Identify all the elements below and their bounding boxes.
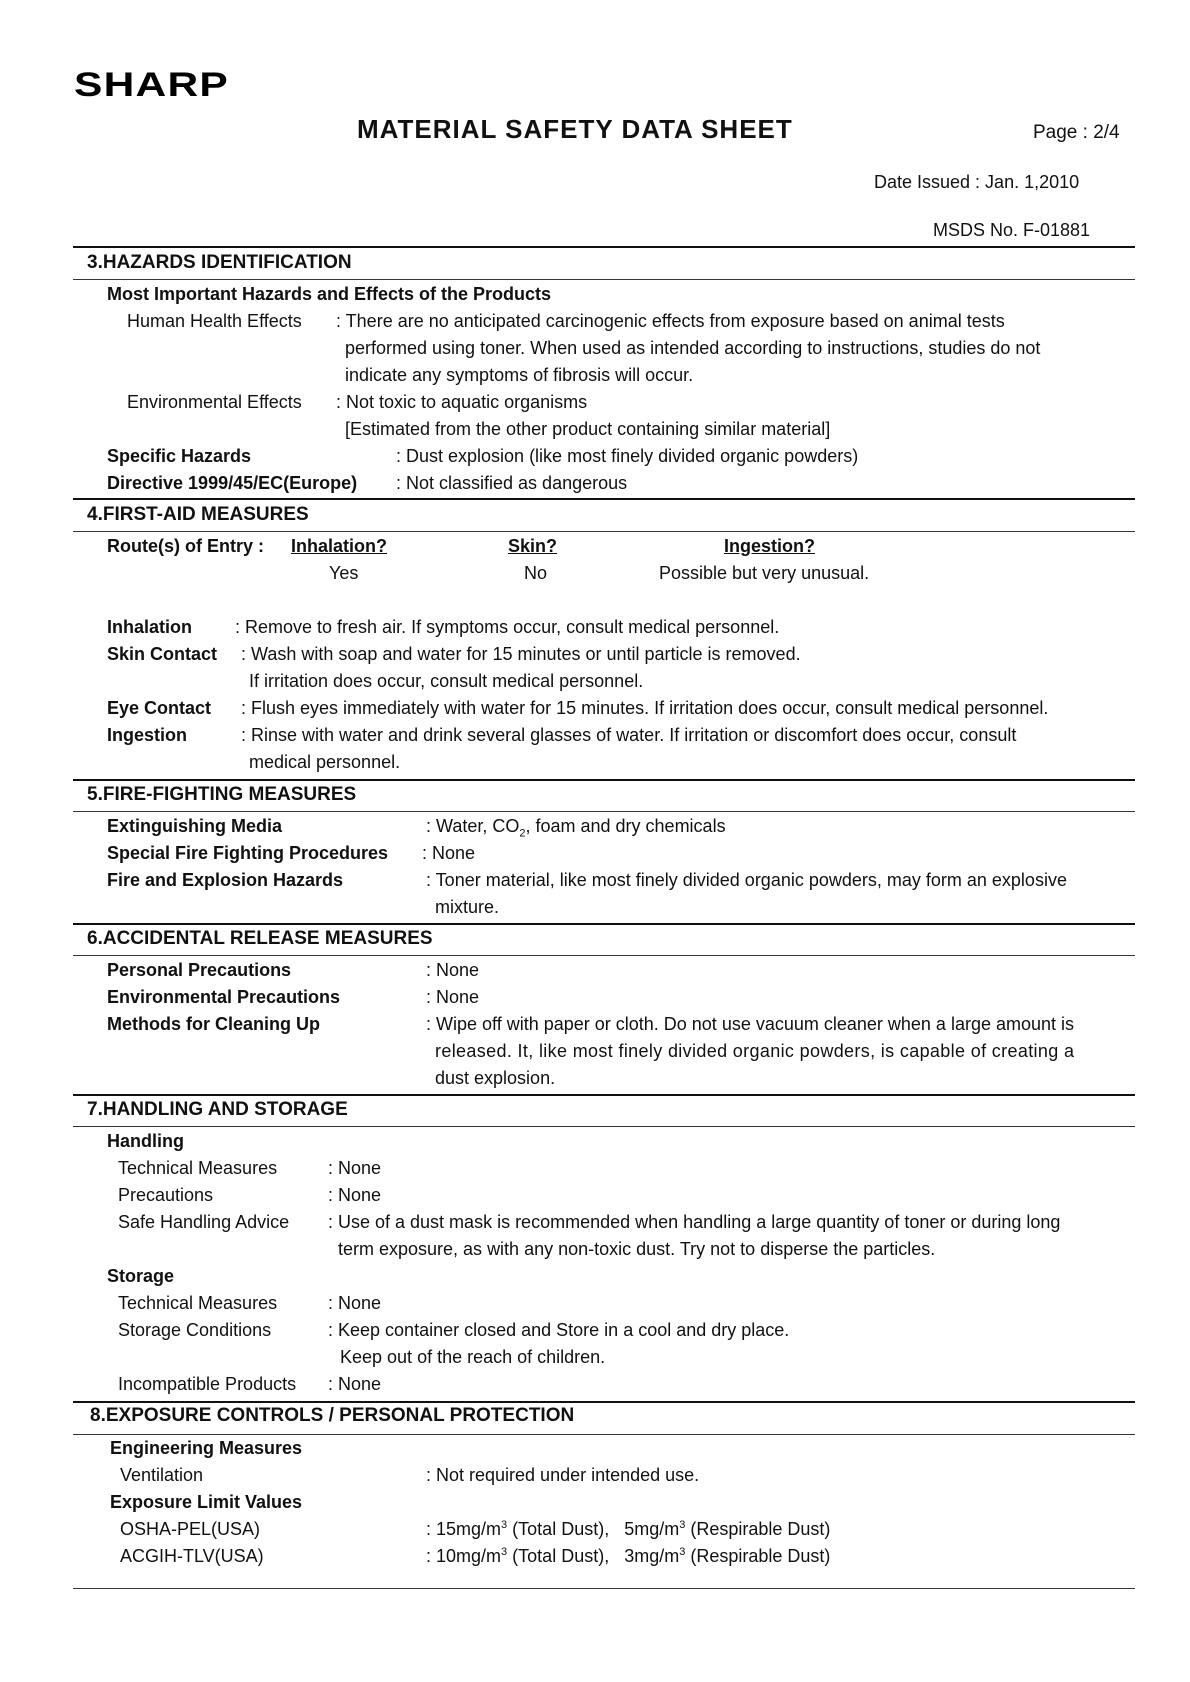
- section-3-heading: 3.HAZARDS IDENTIFICATION: [87, 252, 352, 273]
- ventilation-value: : Not required under intended use.: [426, 1465, 700, 1485]
- acgih-label: ACGIH-TLV(USA): [120, 1546, 264, 1566]
- divider: [73, 1434, 1135, 1435]
- extinguishing-media-value: : Water, $CO_2$, foam and dry chemicals: [426, 816, 726, 840]
- safe-handling-value: term exposure, as with any non-toxic dust. Try not to disperse the particles.: [338, 1239, 936, 1259]
- cleaning-methods-label: Methods for Cleaning Up: [107, 1014, 320, 1034]
- sharp-logo: SHARP: [74, 66, 230, 104]
- handling-technical-label: Technical Measures: [118, 1158, 278, 1178]
- directive-value: : Not classified as dangerous: [396, 473, 628, 493]
- storage-technical-label: Technical Measures: [118, 1293, 278, 1313]
- route-inhalation: Inhalation?: [291, 536, 387, 556]
- fire-explosion-value: mixture.: [435, 897, 500, 917]
- routes-label: Route(s) of Entry :: [107, 536, 264, 556]
- divider: [73, 779, 1135, 781]
- section-4-heading: 4.FIRST-AID MEASURES: [87, 504, 309, 525]
- storage-subheading: Storage: [107, 1266, 175, 1286]
- cleaning-methods-value: released. It, like most finely divided organic powders, is capable of creating a: [435, 1041, 1075, 1061]
- hazards-subheading: Most Important Hazards and Effects of the Products: [107, 284, 552, 304]
- cleaning-methods-value: dust explosion.: [435, 1068, 556, 1088]
- inhalation-value: : Remove to fresh air. If symptoms occur, consult medical personnel.: [235, 617, 780, 637]
- divider: [73, 955, 1135, 956]
- exposure-limits-subheading: Exposure Limit Values: [110, 1492, 303, 1512]
- ingestion-value: medical personnel.: [249, 752, 401, 772]
- route-ingestion: Ingestion?: [724, 536, 815, 556]
- incompatible-products-label: Incompatible Products: [118, 1374, 297, 1394]
- handling-precautions-label: Precautions: [118, 1185, 214, 1205]
- osha-value: : $15mg/m^3$ (Total Dust), $5mg/m^3$ (Respirable Dust): [426, 1519, 831, 1539]
- route-skin-value: No: [524, 563, 548, 583]
- ingestion-label: Ingestion: [107, 725, 187, 745]
- divider: [73, 1401, 1135, 1403]
- environmental-precautions-label: Environmental Precautions: [107, 987, 341, 1007]
- environmental-precautions-value: : None: [426, 987, 480, 1007]
- eye-contact-label: Eye Contact: [107, 698, 212, 718]
- special-procedures-label: Special Fire Fighting Procedures: [107, 843, 389, 863]
- handling-subheading: Handling: [107, 1131, 184, 1151]
- human-health-label: Human Health Effects: [127, 311, 302, 331]
- skin-contact-value: : Wash with soap and water for 15 minutes or until particle is removed.: [241, 644, 801, 664]
- human-health-value: indicate any symptoms of fibrosis will occur.: [345, 365, 694, 385]
- environmental-value: : Not toxic to aquatic organisms: [336, 392, 588, 412]
- page-number: Page : 2/4: [1033, 122, 1120, 143]
- inhalation-label: Inhalation: [107, 617, 192, 637]
- divider: [73, 1588, 1135, 1589]
- cleaning-methods-value: : Wipe off with paper or cloth. Do not use vacuum cleaner when a large amount is: [426, 1014, 1075, 1034]
- environmental-label: Environmental Effects: [127, 392, 302, 412]
- special-procedures-value: : None: [422, 843, 476, 863]
- specific-hazards-value: : Dust explosion (like most finely divided organic powders): [396, 446, 859, 466]
- handling-precautions-value: : None: [328, 1185, 382, 1205]
- msds-number: MSDS No. F-01881: [933, 220, 1091, 240]
- date-issued: Date Issued : Jan. 1,2010: [874, 172, 1080, 192]
- eye-contact-value: : Flush eyes immediately with water for 15 minutes. If irritation does occur, consult medical personnel.: [241, 698, 1049, 718]
- storage-conditions-value: : Keep container closed and Store in a cool and dry place.: [328, 1320, 790, 1340]
- engineering-measures-subheading: Engineering Measures: [110, 1438, 303, 1458]
- divider: [73, 246, 1135, 248]
- divider: [73, 531, 1135, 532]
- divider: [73, 498, 1135, 500]
- incompatible-products-value: : None: [328, 1374, 382, 1394]
- section-6-heading: 6.ACCIDENTAL RELEASE MEASURES: [87, 928, 433, 949]
- skin-contact-value: If irritation does occur, consult medical personnel.: [249, 671, 644, 691]
- specific-hazards-label: Specific Hazards: [107, 446, 252, 466]
- ingestion-value: : Rinse with water and drink several glasses of water. If irritation or discomfort does occur, consult: [241, 725, 1017, 745]
- storage-technical-value: : None: [328, 1293, 382, 1313]
- personal-precautions-label: Personal Precautions: [107, 960, 292, 980]
- fire-explosion-label: Fire and Explosion Hazards: [107, 870, 344, 890]
- extinguishing-media-label: Extinguishing Media: [107, 816, 283, 836]
- directive-label: Directive 1999/45/EC(Europe): [107, 473, 358, 493]
- skin-contact-label: Skin Contact: [107, 644, 218, 664]
- section-7-heading: 7.HANDLING AND STORAGE: [87, 1099, 348, 1120]
- divider: [73, 923, 1135, 925]
- divider: [73, 1094, 1135, 1096]
- section-8-heading: 8.EXPOSURE CONTROLS / PERSONAL PROTECTION: [90, 1405, 575, 1426]
- section-5-heading: 5.FIRE-FIGHTING MEASURES: [87, 784, 357, 805]
- handling-technical-value: : None: [328, 1158, 382, 1178]
- storage-conditions-label: Storage Conditions: [118, 1320, 272, 1340]
- human-health-value: performed using toner. When used as intended according to instructions, studies do not: [345, 338, 1041, 358]
- route-skin: Skin?: [508, 536, 558, 556]
- acgih-value: : $10mg/m^3$ (Total Dust), $3mg/m^3$ (Respirable Dust): [426, 1546, 831, 1566]
- personal-precautions-value: : None: [426, 960, 480, 980]
- osha-label: OSHA-PEL(USA): [120, 1519, 261, 1539]
- fire-explosion-value: : Toner material, like most finely divided organic powders, may form an explosive: [426, 870, 1067, 890]
- safe-handling-label: Safe Handling Advice: [118, 1212, 290, 1232]
- storage-conditions-value: Keep out of the reach of children.: [340, 1347, 606, 1367]
- environmental-value: [Estimated from the other product containing similar material]: [345, 419, 831, 439]
- route-ingestion-value: Possible but very unusual.: [659, 563, 870, 583]
- ventilation-label: Ventilation: [120, 1465, 204, 1485]
- divider: [73, 811, 1135, 812]
- document-title: MATERIAL SAFETY DATA SHEET: [357, 114, 793, 144]
- human-health-value: : There are no anticipated carcinogenic effects from exposure based on animal tests: [336, 311, 1005, 331]
- route-inhalation-value: Yes: [329, 563, 359, 583]
- divider: [73, 1126, 1135, 1127]
- safe-handling-value: : Use of a dust mask is recommended when handling a large quantity of toner or during long: [328, 1212, 1061, 1232]
- divider: [73, 279, 1135, 280]
